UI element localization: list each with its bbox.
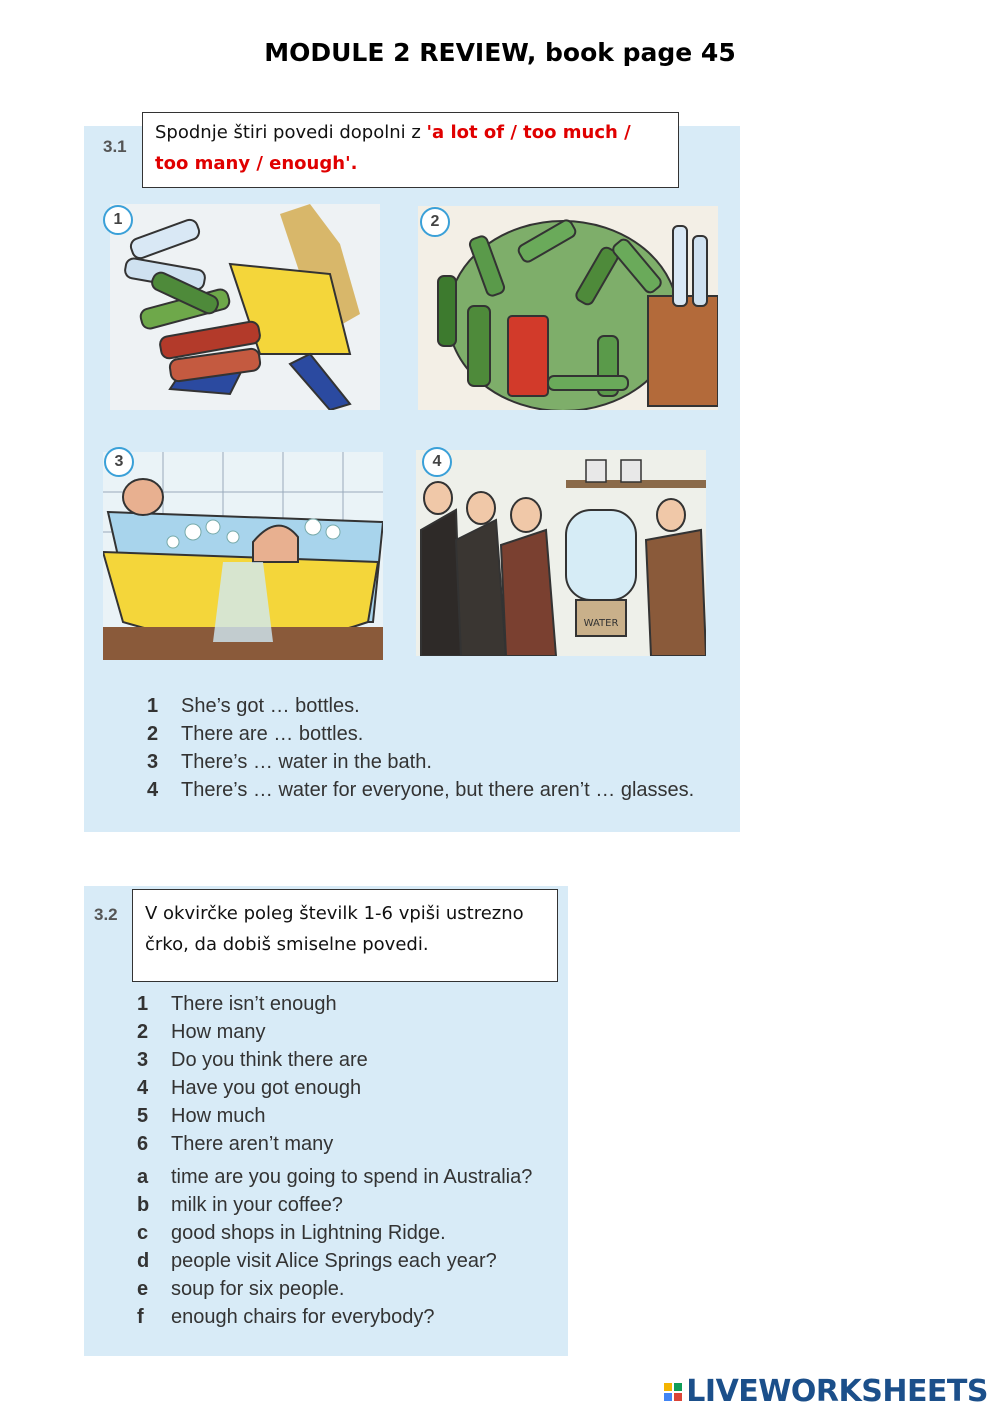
list-item: e soup for six people.	[137, 1277, 345, 1300]
list-item: d people visit Alice Springs each year?	[137, 1249, 497, 1272]
picture-number-2: 2	[420, 207, 450, 237]
list-item: 4 Have you got enough	[137, 1076, 362, 1099]
picture-1-bottles-carrier	[110, 204, 380, 410]
picture-number-1: 1	[103, 205, 133, 235]
instruction-highlight: 'a lot of / too much / too many / enough'.	[155, 122, 631, 174]
picture-number-3: 3	[104, 447, 134, 477]
list-item: a time are you going to spend in Australia?	[137, 1165, 533, 1188]
picture-4-water-cooler	[416, 450, 706, 656]
list-item: 5 How much	[137, 1104, 266, 1127]
exercise-3-1-instruction	[142, 112, 679, 188]
list-item: b milk in your coffee?	[137, 1193, 343, 1216]
exercise-3-2-instruction: V okvirčke poleg številk 1-6 vpiši ustrezno črko, da dobiš smiselne povedi.	[132, 889, 558, 982]
list-item: 4 There’s … water for everyone, but there aren’t … glasses.	[147, 778, 695, 801]
watermark-text: LIVEWORKSHEETS	[686, 1374, 988, 1409]
exercise-3-1-sentences	[147, 692, 727, 804]
picture-2-bottle-pile	[418, 206, 718, 410]
list-item: 2 There are … bottles.	[147, 722, 364, 745]
picture-3-overflowing-bath	[103, 452, 383, 660]
exercise-3-2-number: 3.2	[94, 905, 118, 924]
liveworksheets-watermark	[664, 1374, 988, 1409]
list-item: 3 There’s … water in the bath.	[147, 750, 432, 773]
cooler-label: WATER	[583, 618, 619, 629]
list-item: f enough chairs for everybody?	[137, 1305, 435, 1328]
list-item: 2 How many	[137, 1020, 266, 1043]
page-title: MODULE 2 REVIEW, book page 45	[264, 38, 736, 67]
exercise-3-2-beginnings	[137, 990, 557, 1158]
list-item: 6 There aren’t many	[137, 1132, 334, 1155]
list-item: 1 There isn’t enough	[137, 992, 337, 1015]
list-item: c good shops in Lightning Ridge.	[137, 1221, 446, 1244]
picture-number-4: 4	[422, 447, 452, 477]
instruction-text: Spodnje štiri povedi dopolni z	[155, 122, 427, 143]
liveworksheets-logo-icon	[664, 1383, 682, 1401]
list-item: 1 She’s got … bottles.	[147, 694, 360, 717]
exercise-3-2-endings	[137, 1163, 562, 1331]
exercise-3-1-number: 3.1	[103, 137, 127, 156]
list-item: 3 Do you think there are	[137, 1048, 368, 1071]
